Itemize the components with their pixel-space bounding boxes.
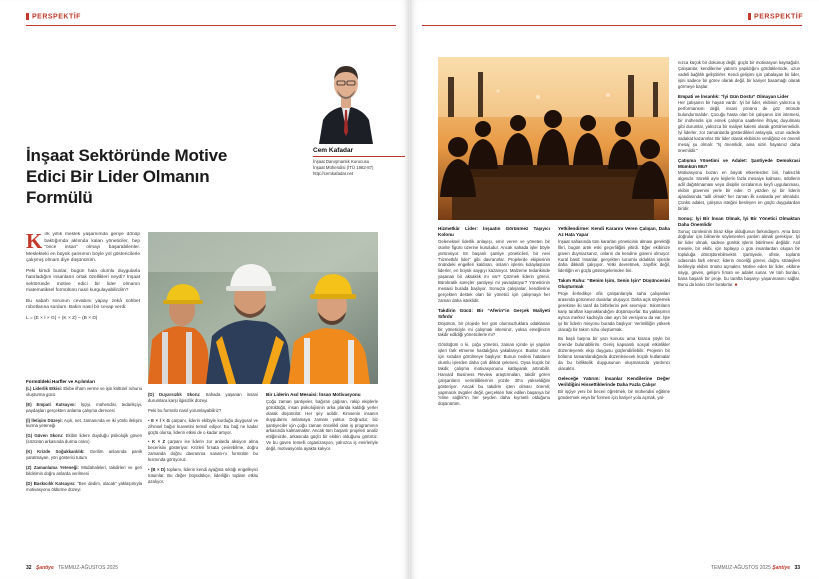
team-spirit-heading: Takım Ruhu: “Benim İşim, Senin İşin” Düşüncesini Oluşturmak [558,278,670,290]
author-portrait [315,52,377,144]
author-title: İnşaat Danışmanlık Kurucusu [313,159,370,164]
investment-paragraph: Bir işçiye yeni bir beceri öğretmek, bir mühendisi eğitime göndermek veya bir formen için kariyer yolu açmak, yal- [558,388,670,400]
appreciation-paragraph-2: Gördüğüm o ki, çoğu yönetici, zaman içinde iyi yapılan işleri fark etmeme hastalığına yakalanıyor. Bunlar onun için sıradan görülmeye başlıyor. Bunun nedeni hataların olumlu işlerden daha çok dikkat çekmesi. Oysa küçük bir takdir, çalışma motivasyonunu katlayarak artırabilir. Harvard Business Review araştırmaları, takdir gören çalışanların verimliliklerinin yüzde 30’a yükseldiğini gösteriyor. Ancak bu takdirin içten olması önemli; yapmacık övgüler değil, gerçekten hak edilen başarıya bir “eline sağlık”ın her şeyden daha kıymetli olduğunu düşünürüm. [438,342,550,407]
definition-item: (G) Güven Skoru: Ekibin lidere duyduğu psikolojik güven (sözünün arkasında durma oranı) [26,433,142,445]
author-byline [313,148,405,177]
servant-leader-paragraph: Geleneksel liderlik anlayışı, emir veren ve yöneten bir otorite figürü üzerine kuruludur. Ancak sahada işler böyle yürümüyor. En başarılı şantiye yöneticileri, bir nevi “hizmetkâr lider” gibi davranırlar. Projelerde ekiplerinin önündeki engelleri kaldıran, onların işlerini kolaylaştıran liderler, en büyük saygıyı kazanıyor. Malzeme tedarikinde yaşanan bir aksaklık mı var? Çözmek liderin görevi. Bürokratik süreçler şantiyeyi mi yavaşlatıyor? Yöneticinin mesaisi burada başlıyor. Sonuçta çalışanlar, kendilerine gerçekten destek olan bir yönetici için çalışmaya her zaman daha isteklidir. [438,238,550,303]
appreciation-heading: Takdirin Gücü: Bir “Aferin”in Gerçek Maliyeti Sıfırdır [438,307,550,319]
left-footer [26,565,118,571]
right-page [410,0,819,579]
definitions-heading: Formüldeki Harfler ve Açılımları [26,379,96,384]
section-label: PERSPEKTİF [754,13,803,21]
intro-text: ırk yıllık meslek yaşamımda geriye dönüp baktığımda aklımda kalan yöneticiler, hep “önce insan” olmayı başarabilenler. Meslekteki en büyük şansımın böyle yol göstericilerle çalışmış olmam diye düşünürüm. [26,232,140,263]
section-label: PERSPEKTİF [32,13,81,21]
motivation-heading: Bir Liderin Asıl Mesaisi: İnsan Motivasyonu [266,392,361,397]
investment-continued: nızca küçük bir dokunuş değil, güçlü bir motivasyon kaynağıdır. Çalışanlar, kendilerine yatırım yapıldığını gördüklerinde, uzun vadeli bağlılık geliştirirler. Kendi gelişimi için çabalayan bir lider, işini sadece bir görev olarak değil, bir kariyer basamağı olarak görmeye başlar. [678,60,800,89]
meeting-photo [438,57,669,220]
leadership-formula: L = (E × İ × G) + (K × Z) − (B × D) [26,315,98,321]
interpretation-bullet: • E × İ × G çarpanı, liderin ekibiyle kurduğu duygusal ve zihinsel bağın kuvvetini temsil ediyor. Bu bağ ne kadar güçlü olursa, liderin etkisi de o kadar artıyor. [148,417,258,435]
investment-heading: Geleceğe Yatırım: İnsanlar Kendilerine Değer Verildiğini Hissettiklerinde Daha Fazla Çalışır [558,375,670,387]
page-number-left: 32 [26,565,32,571]
author-name: Cem Kafadar [313,148,405,157]
intro-column [26,232,140,372]
motivation-paragraph: Çoğu zaman şantiyeler, bağıran çağıran, rakip ekiplerle görüldüğü, insan psikolojisinin arka planda kaldığı yerler olarak düşünülür. Her şey acildir. Kimsenin insanın duygularını anlamaya zamanı yoktur. Doğrudur, biz şantiyeciler için çoğu zaman öncelikli olan iş programının arkasında kalmamaktır. Ancak tüm başarılı projeleri analiz ettiğimizde, arkasında güçlü bir ekibin olduğunu görürüz. Ve bu güven temelli organizasyon, yalnızca iş emirleriyle değil, motivasyonla ayakta kalıyor. [266,398,378,452]
author-web[interactable]: http://cemkafadar.net [313,171,354,176]
issue-date: TEMMUZ-AĞUSTOS 2025 [710,565,771,571]
appreciation-paragraph-1: Düşünün, bir projede her gün olumsuzluklara odaklanan bir yöneticiyle mi çalışmak istersiniz, yoksa emeğinizin takdir edildiği yöneticilerle mi? [438,320,550,338]
header-rule [26,25,396,26]
empathy-heading: Empati ve İnsanlık: “İyi Gün Dostu” Olmayan Lider [678,93,789,99]
conclusion-paragraph: Sonuç cümlesinin biraz klişe olduğunun farkındayım. Ama bazı doğrular için bilinenle söylenenleri yanlım almak gerekiyor. İyi bir lider olmak, sadece günlük işlerin bitirilmesi değildir. Asıl mesele, bir ekibi, için toplayıp o gün insanlardan oluşan bir topluluğa dönüştürebilmektir. Şantiyede, ofiste, toplantı odasında fark etmez; liderin önceliği görevi, doğru stratejileri belirleyip ekibin önünü açmaktır. Motive eden bir lider, ekibine saygı, güven, gelişim fırsatı ve adalet sunar. Ve tüm bunları, bana başarılı bir proje, bu tarafta başarıyı yaşanmasını sağlar. Bunu da kalıcı izler bırakırlar. ■ [678,228,800,287]
formula-interpretation-column [148,392,258,562]
definition-item: (Z) Zamanlama Yeteneği: Müdahaleleri, takdirleri ve geri bildirimin doğru anlarda verilmesi [26,464,142,476]
interpretation-bullet: • K × Z çarpanı ise liderin zor anlarda aksiyon alma becerisini gösteriyor. Krizleri fırsata çevirebilme, doğru zamanda doğru davranma sanatı-nı formülün bu kısmında görüyoruz. [148,439,258,463]
definition-item: (D) Baskıcılık Katsayısı: “Ben dedim, olacak” yaklaşımıyla motivasyonu öldürme düzeyi [26,480,142,492]
right-footer [711,565,803,571]
end-mark: ■ [734,281,738,287]
empathy-column [678,60,800,558]
definition-item: (K) Krizde Soğukkanlılık: Gerilim anlarında panik yaratmayan, yön gösterici tutum [26,449,142,461]
empathy-paragraph: Her çalışanın bir hayatı vardır. İyi bir lider, ekibinin yalnızca iş performansını değil, insani yönünü de göz önünde bulundurmalıdır. Çocuğu hasta olan bir çalışanın izin istemesi, bir mühendis için esnek çalışma saatlerine ihtiyaç duyulması gibi durumlar, yalnızca bir maliyet kalemi olarak görülmemelidir. İyi liderler, zor zamanlarda gösterdikleri anlayışla, uzun vadede sadakat kazanırlar. Bir lider olarak ekibinize verdiğiniz en önemli mesaj şu olmalı: “İş önemlidir, ama sizin hayatınız daha önemlidir.” [678,100,800,153]
definition-item: (L) Liderlik Etkisi: Ekibe ilham verme ve işin kültürel ruhunu oluşturma gücü [26,385,142,397]
servant-leader-heading: Hizmetkâr Lider: İnşaatın Görünmez Taşıyıcı Kolonu [438,226,550,237]
definition-item: (E) Empati Katsayısı: İşçiyi, mühendisi, tedarikçiyi, paydaşları gerçekten anlama çalışma derecesi [26,401,142,413]
servant-leader-column [438,226,550,562]
meeting-silhouette-image [438,57,669,220]
magazine-brand: Şantiye [772,565,791,571]
author-photo [315,52,377,144]
header-rule [422,25,802,26]
construction-workers-image [148,232,378,384]
magazine-brand: Şantiye [35,565,54,571]
definition-item: (D) Duyarsızlık Skoru: Sahada yaşanan insani durumlara karşı ilgisizlik düzeyi. [148,392,258,403]
workers-photo [148,232,378,384]
delegation-paragraph: İnşaat sahasında tüm kararları yöneticinin alması gerektiği fikri, bugün artık eski geçerliliğini yitirdi. Eğer ekibinize güven duymazsanız, onların da kendine güveni olmuyor. Kural basit: İnsanlar, gerçekten sorumlu oldukları işlerde daha dikkatli çalışıyor. Yetki devretmek, zayıflık değil, liderliğin en güçlü göstergelerinden biri. [558,238,670,274]
author-degree: İnşaat Mühendisi (İTÜ 1982-87) [313,165,374,170]
motivation-column [266,392,378,562]
section-tag-left [26,13,81,20]
interpretation-bullet: • (B × D) toplamı, liderin kendi ayağına sıktığı engelleyici tutumlar. Bu değer büyüdükçe, liderliğin toplam etkisi azalıyor. [148,467,258,484]
page-number-right: 33 [794,565,800,571]
team-spirit-paragraph-1: Proje ilerledikçe ofis çalışanlarıyla saha çalışanları arasında görünmez duvarlar oluşuyor. Daha açık söylemek gerekirse iki taraf da birbirlerini pek sevmiyor. Sıkıntıların karşı taraftan kaynaklandığını düşünüyorlar. Bu yaklaşımın ayrıca merkez kadroyla olan ayrı bir versiyonu da var. İşte iyi bir liderin misyonu burada başlıyor: Verimliliğin yüksek olacağı bir takım ruhu oluşturmak. [558,291,670,332]
justice-heading: Çatışma Yönetimi ve Adalet: Şantiyede Demokrasi Mümkün Mü? [678,157,800,169]
section-tag-right [748,13,803,20]
delegation-column [558,226,670,562]
page-title: İnşaat Sektöründe Motive Edici Bir Lider Olmanın Formülü [26,146,228,208]
definition-item: (İ) İletişim Düzeyi: Açık, net, zamanında ve iki yönlü iletişim kurma yeteneği [26,417,142,429]
formula-definitions-column [26,379,142,559]
left-page [0,0,409,579]
intro-paragraph-3: Bu sabah sorunun cevabını yapay zekâ sohbet robotlarına sordum. Bakın nasıl bir cevap verdi: [26,298,140,310]
justice-paragraph: Motivasyonu bozan en büyük etkenlerden biri, haksızlık algısıdır. Sürekli aynı kişilerin fazla mesaiye kalması, ödüllerin adil dağıtılmaması veya disiplin cezalarının keyfi uygulanması, ekibin güvenini yerle bir eder. O yüzden iyi bir liderin ajandasında “adil olmak” her zaman ilk sıralarda yer almalıdır. Çünkü adalet, çalışma isteğini besleyen en güçlü duygulardan biridir. [678,170,800,211]
issue-date: TEMMUZ-AĞUSTOS 2025 [58,565,118,571]
delegation-heading: Yetkilendirme: Kendi Kararını Veren Çalışan, Daha Az Hata Yapar [558,226,670,237]
conclusion-heading: Sonuç: İyi Bir İnsan Olmak, İyi Bir Yönetici Olmaktan Daha Önemlidir [678,215,800,227]
intro-paragraph-2: Peki kimdi bunlar, bugün hala olumlu duygularla hatırladığım insanların ortak özellikleri neydi? İnşaat sektöründe motive edici bir lider olmanın matematiksel formülünü nasıl kurgulayabilirdim? [26,268,140,293]
interpretation-intro: Peki bu formülü nasıl yorumlayabiliriz? [148,407,222,413]
dropcap: K [26,232,43,253]
team-spirit-paragraph-2: Bu başlı başına bir yazı konusu ama kısaca şöyle bir öneride bulunabilirim. Geniş kapsamlı sosyal etkinlikler düzenleyerek ekip duygusu güçlendirilebilir. Projenin bir bölümü tamamlandığında düzenlenecek küçük kutlamalar da bu birliktelik duygusunun oluşmasında yardımcı olacaktır. [558,336,670,371]
